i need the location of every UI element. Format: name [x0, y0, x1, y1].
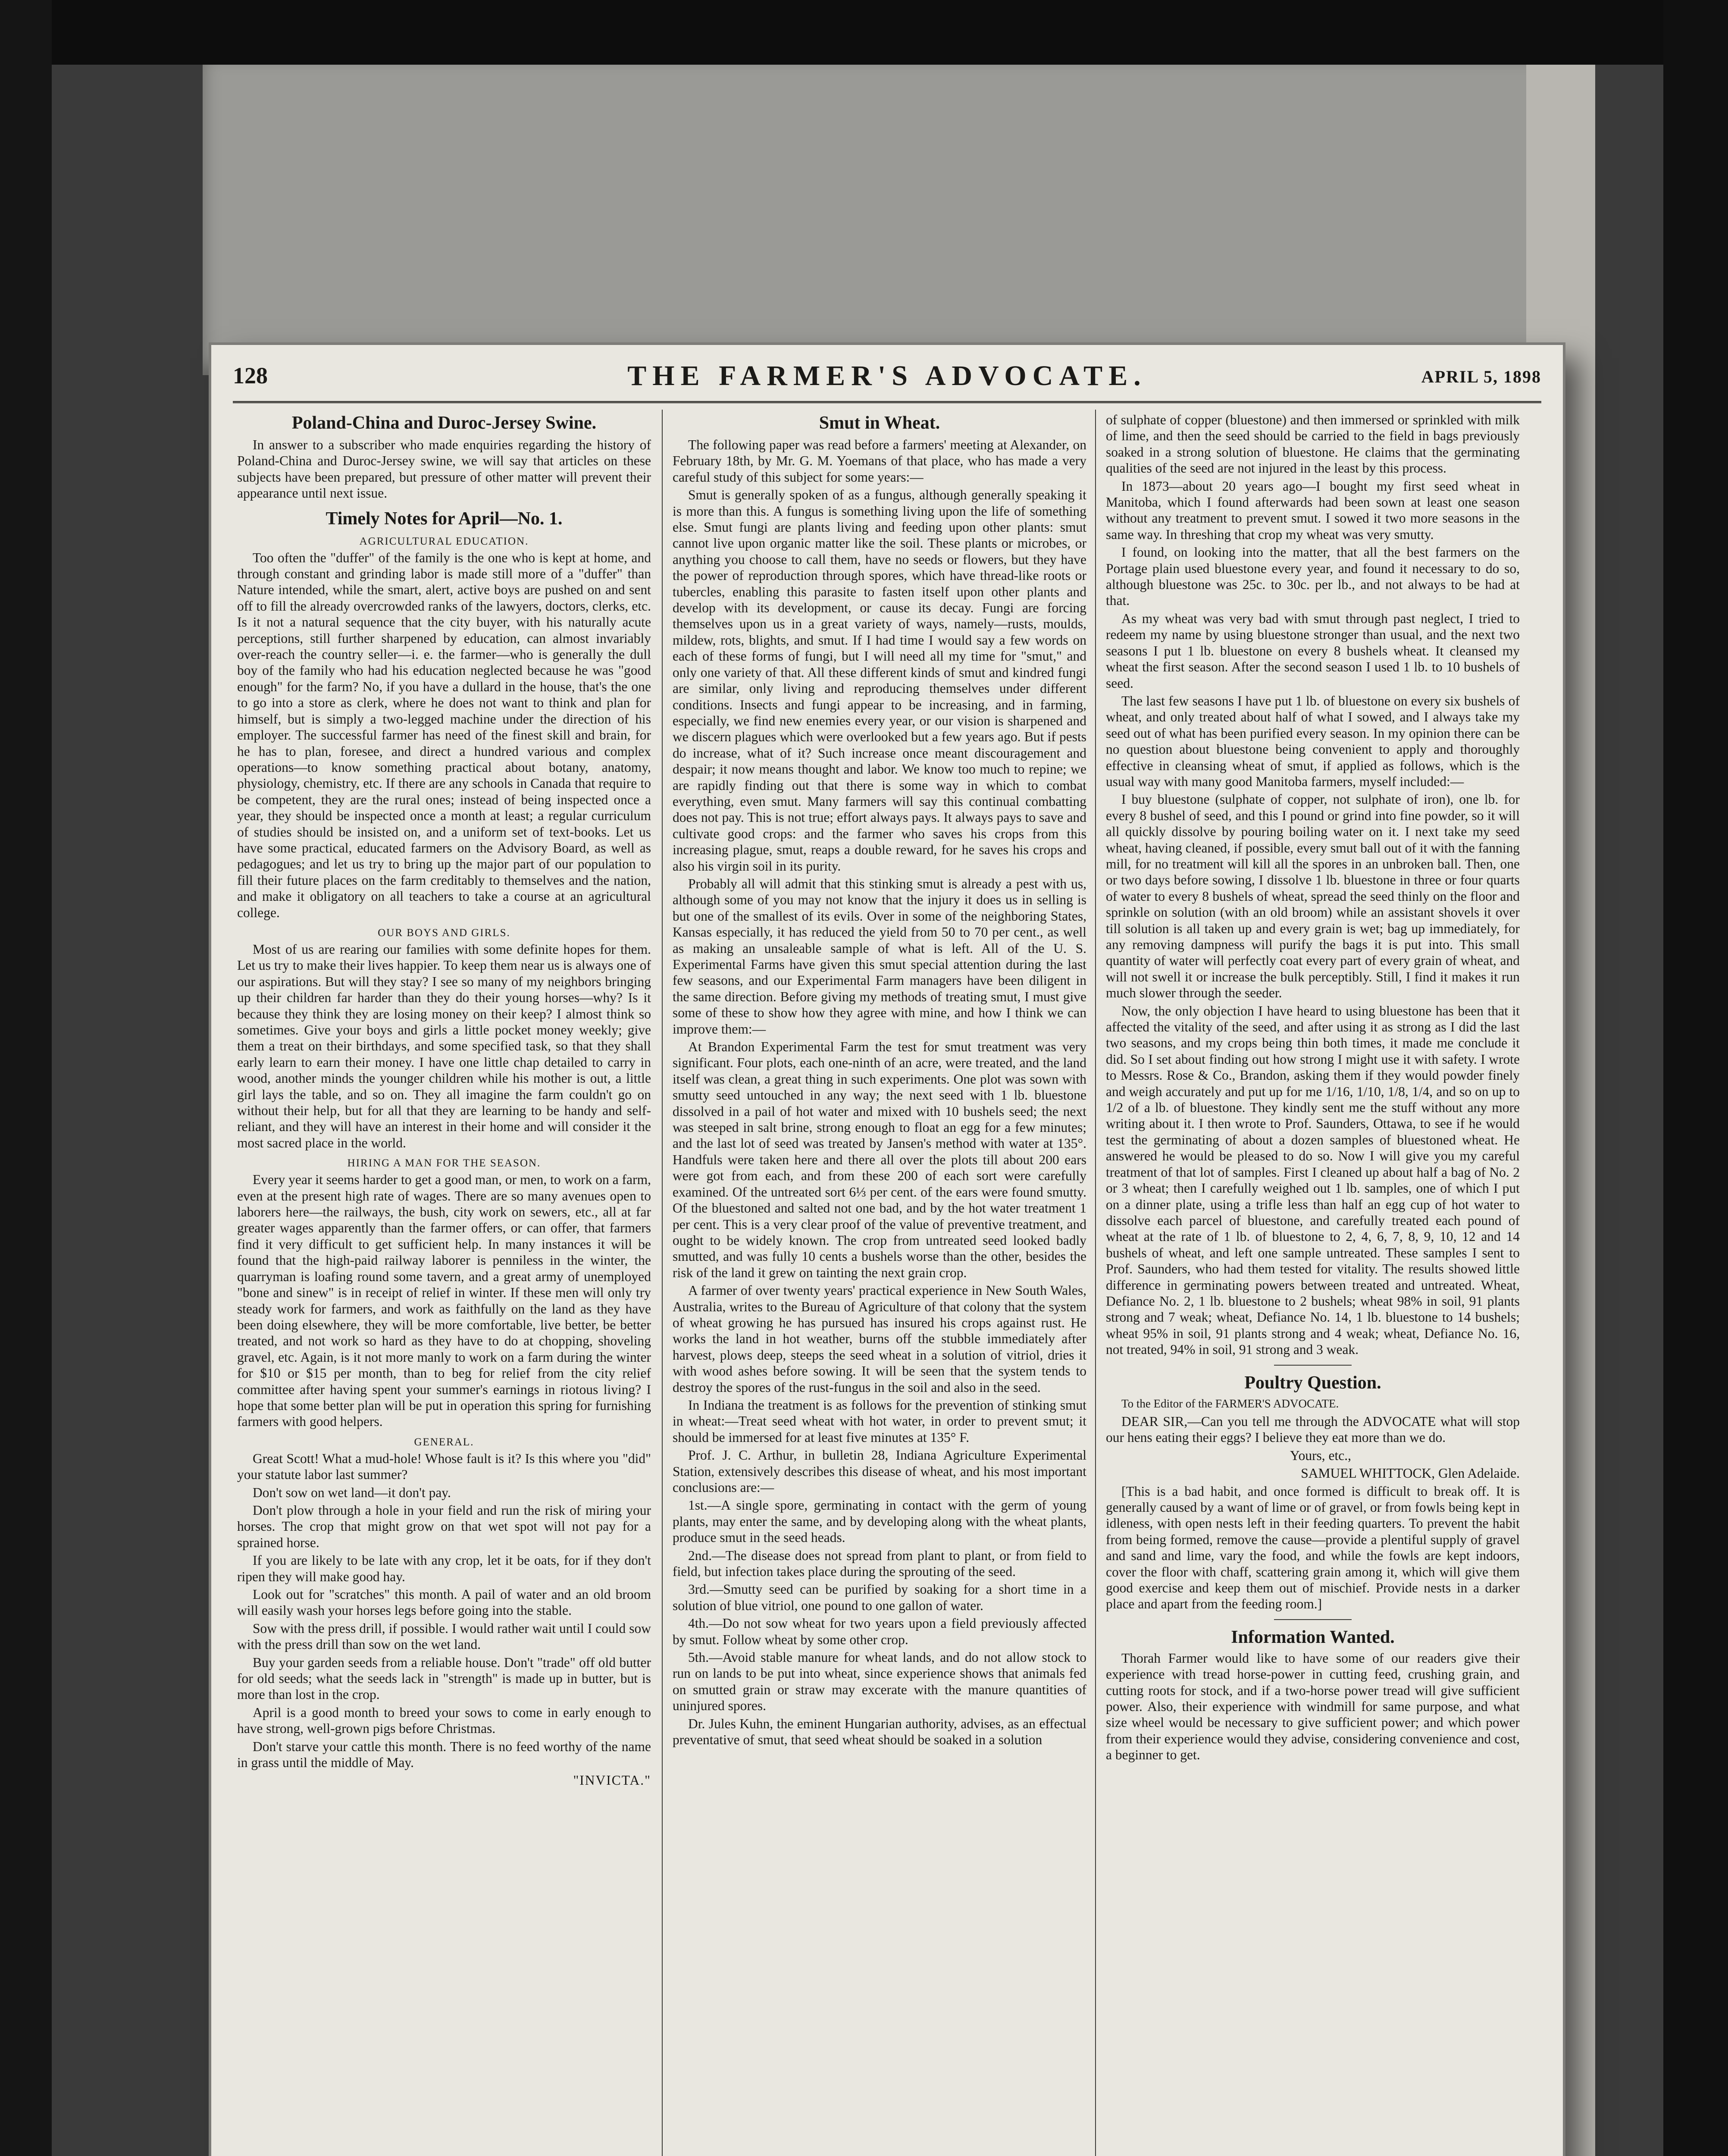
article-paragraph: 5th.—Avoid stable manure for wheat lands, and do not allow stock to run on lands to be put into wheat, since experience shows that animals fed on smutted grain or straw may excerate with the manure quantities of uninjured spores. — [673, 1650, 1086, 1714]
article-paragraph: In Indiana the treatment is as follows for the prevention of stinking smut in wheat:—Treat seed wheat with hot water, in order to prevent smut; it should be immersed for at least five minutes at 135° F. — [673, 1397, 1086, 1445]
article-heading-information-wanted: Information Wanted. — [1231, 1627, 1395, 1647]
subheading-hiring: HIRING A MAN FOR THE SEASON. — [347, 1157, 541, 1169]
article-heading-timely-notes: Timely Notes for April—No. 1. — [326, 508, 563, 529]
subheading-general: GENERAL. — [414, 1436, 474, 1448]
article-paragraph: Look out for "scratches" this month. A pail of water and an old broom will easily wash your horses legs before going into the stable. — [237, 1587, 651, 1618]
article-paragraph: Don't sow on wet land—it don't pay. — [253, 1485, 451, 1500]
column-right — [1106, 412, 1520, 2156]
article-paragraph: Probably all will admit that this stinking smut is already a pest with us, although some of you may not know that the injury it does us in selling is but one of the smallest of its evils. Over in some of the neighboring States, Kansas especially, it has reduced the yield from 50 to 70 per cent., as well as making an unsaleable sample of what is left. All of the U. S. Experimental Farms have given this smut special attention during the last few seasons, and our Experimental Farm managers have been diligent in the same direction. Before giving my methods of treating smut, I must give some of these to show how they agree with mine, and how I think we can improve them:— — [673, 876, 1086, 1037]
article-paragraph: 1st.—A single spore, germinating in contact with the germ of young plants, may enter the same, and by developing along with the wheat plants, produce smut in the seed heads. — [673, 1498, 1086, 1545]
article-paragraph: Great Scott! What a mud-hole! Whose fault is it? Is this where you "did" your statute labor last summer? — [237, 1451, 651, 1482]
masthead — [233, 358, 1541, 403]
article-paragraph: A farmer of over twenty years' practical experience in New South Wales, Australia, writes to the Bureau of Agriculture of that colony that the system of wheat growing he has pursued has insured his crops against rust. He works the land in hot weather, burns off the stubble immediately after harvest, plows deep, steeps the seed wheat in a solution of vitriol, dries it with wood ashes before sowing. It will be seen that the system tends to destroy the spores of the rust-fungus in the soil and also in the seed. — [673, 1283, 1086, 1395]
article-paragraph: Prof. J. C. Arthur, in bulletin 28, Indiana Agriculture Experimental Station, extensively describes this disease of wheat, and his most important conclusions are:— — [673, 1448, 1086, 1495]
article-paragraph: Most of us are rearing our families with some definite hopes for them. Let us try to make their lives happier. To keep them near us is always one of our aspirations. But will they stay? I see so many of my neighbors bringing up their children far harder than they do their young horses—why? Is it because they think they are losing money on their keep? I almost think so sometimes. Give your boys and girls a little pocket money weekly; give them a treat on their birthdays, and some specified task, so that they shall early learn to earn their money. I have one little chap detailed to carry in wood, another minds the younger children while his mother is out, a little girl lays the table, and so on. They all imagine the farm couldn't go on without their help, but for all that they are learning to be handy and self-reliant, and they will have an interest in their home and will consider it the most sacred place in the world. — [237, 941, 651, 1150]
letter-signature: SAMUEL WHITTOCK, Glen Adelaide. — [1301, 1466, 1520, 1481]
article-paragraph: April is a good month to breed your sows to come in early enough to have strong, well-grown pigs before Christmas. — [237, 1705, 651, 1736]
column-divider — [662, 410, 663, 2156]
column-middle — [673, 412, 1086, 2156]
article-paragraph: The following paper was read before a farmers' meeting at Alexander, on February 18th, by Mr. G. M. Yoemans of that place, who has made a very careful study of this subject for some years:— — [673, 437, 1086, 485]
issue-date: APRIL 5, 1898 — [1421, 367, 1541, 386]
article-paragraph: of sulphate of copper (bluestone) and then immersed or sprinkled with milk of lime, and then the seed should be carried to the field in bags previously soaked in a strong solution of bluestone. He claims that the germinating qualities of the seed are not injured in the least by this process. — [1106, 412, 1520, 476]
article-paragraph: Don't starve your cattle this month. There is no feed worthy of the name in grass until the middle of May. — [237, 1739, 651, 1771]
article-heading-swine: Poland-China and Duroc-Jersey Swine. — [291, 413, 597, 433]
article-heading-smut: Smut in Wheat. — [819, 413, 940, 433]
article-paragraph: Smut is generally spoken of as a fungus, although generally speaking it is more than this. A fungus is something living upon the life of something else. Smut fungi are plants living and feeding upon other plants: smut cannot live upon organic matter like the soil. These plants or microbes, or anything you choose to call them, have no seeds or flowers, but they have the power of reproduction through spores, which have thread-like roots or tubercles, enabling this parasite to fasten itself upon other plants and develop with its development, or cause its decay. Fungi are forcing themselves upon us in a great variety of ways, namely—rusts, moulds, mildew, rots, blights, and smut. If I had time I would say a few words on each of these forms of fungi, but I will need all my time for "smut," and only one variety of that. All these different kinds of smut and kindred fungi are similar, only living and reproducing themselves under different conditions. Insects and fungi appear to be increasing, and in farming, especially, we find new enemies every year, or our vision is sharpened and we discern plagues which were overlooked but a few years ago. But if pests do increase, what of it? Such increase once meant discouragement and despair; it now means thought and labor. We know too much to repine; we are rapidly finding out that there is some way in which to combat everything, even smut. Many farmers will say this continual combatting does not pay. This is not true; effort always pays. It always pays to save and cultivate good crops: and the farmer who saves his crops from this increasing plague, smut, reaps a double reward, for he saves his crops and also his virgin soil in its purity. — [673, 487, 1086, 874]
article-paragraph: Every year it seems harder to get a good man, or men, to work on a farm, even at the present high rate of wages. There are so many avenues open to laborers here—the railways, the bush, city work on sewers, etc., all at far greater wages apparently than the farmer offers, or can offer, that farmers find it very difficult to get sufficient help. In many instances it will be found that the high-paid railway laborer is penniless in the winter, the quarryman is loafing round some tavern, and a great army of unemployed "bone and sinew" is in receipt of relief in winter. If these men will only try steady work for farmers, and work as faithfully on the land as they have been doing elsewhere, they will be more comfortable, live better, be better treated, and not work so hard as they have to do at chopping, shoveling gravel, etc. Again, is it not more manly to work on a farm during the winter for $10 or $15 per month, than to beg for relief from the city relief committee after having spent your summer's earnings in riotous living? I hope that some better plan will be put in operation this spring for furnishing farmers with good helpers. — [237, 1172, 651, 1429]
article-paragraph: Don't plow through a hole in your field and run the risk of miring your horses. The crop that might grow on that wet spot will not pay for a sprained horse. — [237, 1502, 651, 1550]
letter-body: DEAR SIR,—Can you tell me through the ADVOCATE what will stop our hens eating their eggs? I believe they eat more than we do. — [1106, 1413, 1520, 1445]
section-divider — [1274, 1619, 1352, 1620]
page-number: 128 — [233, 363, 268, 389]
column-left — [237, 412, 651, 2156]
film-border-left — [0, 0, 52, 2156]
article-paragraph: In answer to a subscriber who made enquiries regarding the history of Poland-China and Duroc-Jersey swine, we will say that articles on these subjects have been prepared, but pressure of other matter will prevent their appearance until next issue. — [237, 437, 651, 501]
article-paragraph: Buy your garden seeds from a reliable house. Don't "trade" off old butter for old seeds; what the seeds lack in "strength" is made up in butter, but is more than lost in the crop. — [237, 1655, 651, 1702]
article-heading-poultry: Poultry Question. — [1244, 1373, 1381, 1393]
article-paragraph: As my wheat was very bad with smut through past neglect, I tried to redeem my name by using bluestone stronger than usual, and the next two seasons I put 1 lb. bluestone on every 8 bushels wheat. It cleansed my wheat the first season. After the second season I used 1 lb. to 10 bushels of seed. — [1106, 611, 1520, 691]
article-paragraph: Thorah Farmer would like to have some of our readers give their experience with tread horse-power in cutting feed, crushing grain, and cutting roots for stock, and if a two-horse power tread will give sufficient power. Also, their experience with windmill for same purpose, and what size wheel would be necessary to give sufficient power; and which power from their experience would they advise, considering convenience and cost, a beginner to get. — [1106, 1650, 1520, 1763]
letter-address: To the Editor of the FARMER'S ADVOCATE. — [1121, 1397, 1339, 1410]
article-paragraph: Dr. Jules Kuhn, the eminent Hungarian authority, advises, as an effectual preventative of smut, that seed wheat should be soaked in a solution — [673, 1716, 1086, 1748]
subheading-boys-and-girls: OUR BOYS AND GIRLS. — [378, 927, 510, 939]
preceding-page-edge — [203, 65, 1582, 375]
article-paragraph: I buy bluestone (sulphate of copper, not sulphate of iron), one lb. for every 8 bushel of seed, and this I pound or grind into fine powder, so it will all quickly dissolve by pouring boiling water on it. I next take my seed wheat, having cleaned, if possible, every smut ball out of it with the fanning mill, for no treatment will kill all the spores in an unbroken ball. Then, one or two days before sowing, I dissolve 1 lb. bluestone in three or four quarts of water to every 8 bushels of wheat, spread the seed thinly on the floor and sprinkle on solution (with an old broom) while an assistant shovels it over till solution is all taken up and every grain is wet; bag up immediately, for any removing dampness will purify the bags it is put into. This small quantity of water will perfectly coat every part of every grain of wheat, and will not swell it or increase the bulk perceptibly. Still, I find it makes it run much slower through the seeder. — [1106, 792, 1520, 1001]
article-paragraph: Sow with the press drill, if possible. I would rather wait until I could sow with the press drill than sow on the wet land. — [237, 1620, 651, 1652]
film-border-top — [0, 0, 1728, 65]
article-paragraph: I found, on looking into the matter, that all the best farmers on the Portage plain used bluestone every year, and found it necessary to do so, although bluestone was 25c. to 30c. per lb., and not always to be had at that. — [1106, 545, 1520, 608]
author-signature: "INVICTA." — [573, 1773, 651, 1788]
column-divider — [1095, 410, 1096, 2156]
newspaper-title: THE FARMER'S ADVOCATE. — [627, 360, 1147, 392]
section-divider — [1274, 1365, 1352, 1366]
article-paragraph: In 1873—about 20 years ago—I bought my first seed wheat in Manitoba, which I found afterwards had been sown at least one season without any treatment to prevent smut. I sowed it two more seasons in the same way. In threshing that crop my wheat was very smutty. — [1106, 478, 1520, 542]
article-paragraph: 2nd.—The disease does not spread from plant to plant, or from field to field, but infection takes place during the sprouting of the seed. — [673, 1548, 1086, 1579]
article-paragraph: The last few seasons I have put 1 lb. of bluestone on every six bushels of wheat, and only treated about half of what I sowed, and I always take my seed out of what has been purified every season. In my opinion there can be no question about bluestone being convenient to apply and thoroughly effective in cleansing wheat of smut, if applied as follows, which is the usual way with many good Manitoba farmers, myself included:— — [1106, 693, 1520, 789]
newspaper-page — [211, 345, 1563, 2156]
article-paragraph: If you are likely to be late with any crop, let it be oats, for if they don't ripen they will make good hay. — [237, 1553, 651, 1584]
film-border-right — [1663, 0, 1728, 2156]
article-paragraph: Too often the "duffer" of the family is the one who is kept at home, and through constant and grinding labor is made still more of a "duffer" than Nature intended, while the smart, alert, active boys are pushed on and sent off to fill the already overcrowded ranks of the lawyers, doctors, clerks, etc. Is it not a natural sequence that the city buyer, with his naturally acute perceptions, still further sharpened by education, can almost invariably over-reach the country seller—i. e. the farmer—who is generally the dull boy of the family who had his education neglected because he was "good enough" for the farm? No, if you have a dullard in the house, that's the one to go into a store as clerk, where he does not want to think and plan for himself, but is simply a two-legged machine under the direction of his employer. The successful farmer has need of the finest skill and brain, for he has to plan, foresee, and direct a hundred various and complex operations—to know something practical about botany, anatomy, physiology, chemistry, etc. If there are any schools in Canada that require to be competent, they are the rural ones; instead of being inspected once a year, they should be inspected once a month at least; a regular curriculum of studies should be insisted on, and a uniform set of text-books. Let us have some practical, educated farmers on the Advisory Board, as well as pedagogues; and let us try to bring up the major part of our population to fill their future places on the farm creditably to themselves and the nation, and make it obligatory on all teachers to take a course at an agricultural college. — [237, 550, 651, 920]
article-paragraph: 4th.—Do not sow wheat for two years upon a field previously affected by smut. Follow wheat by some other crop. — [673, 1616, 1086, 1647]
letter-closing: Yours, etc., — [1290, 1448, 1352, 1463]
subheading-agricultural-education: AGRICULTURAL EDUCATION. — [359, 535, 529, 547]
editor-reply: [This is a bad habit, and once formed is difficult to break off. It is generally caused by a want of lime or of gravel, or from fowls being kept in idleness, with open nests left in their feeding quarters. To prevent the habit from being formed, remove the cause—provide a plentiful supply of gravel and sand and lime, vary the food, and while the fowls are kept indoors, cover the floor with chaff, scattering grain among it, which will give them good exercise and keep them out of mischief. Provide nests in a darker place and apart from the feeding room.] — [1106, 1483, 1520, 1612]
article-paragraph: Now, the only objection I have heard to using bluestone has been that it affected the vitality of the seed, and after using it as strong as I did the last two seasons, and my crops being thin both times, it made me conclude it did. So I set about finding out how strong I might use it with safety. I wrote to Messrs. Rose & Co., Brandon, asking them if they would powder finely and weigh accurately and put up for me 1/16, 1/10, 1/8, 1/4, and so on up to 1/2 of a lb. of bluestone. They kindly sent me the stuff without any more writing about it. I then wrote to Prof. Saunders, Ottawa, to see if he would test the germinating of about a dozen samples of bluestoned wheat. He answered he would be pleased to do so. Now I will give you my careful treatment of that lot of samples. First I cleaned up about half a bag of No. 2 or 3 wheat; then I carefully weighed out 1 lb. samples, one of which I put on a dinner plate, using a trifle less than half an egg cup of hot water to dissolve each parcel of bluestone, and carefully treated each pound of wheat at the rate of 1 lb. of bluestone to 2, 4, 6, 7, 8, 9, 10, 12 and 14 bushels of wheat, and left one sample untreated. These samples I sent to Prof. Saunders, who had them tested for vitality. The results showed little difference in germinating powers between treated and untreated. Wheat, Defiance No. 2, 1 lb. bluestone to 2 bushels; wheat 98% in soil, 91 plants strong and 7 weak; wheat, Defiance No. 14, 1 lb. bluestone to 14 bushels; wheat 95% in soil, 91 plants strong and 4 weak; wheat, Defiance No. 16, not treated, 94% in soil, 91 strong and 3 weak. — [1106, 1003, 1520, 1357]
article-paragraph: 3rd.—Smutty seed can be purified by soaking for a short time in a solution of blue vitriol, one pound to one gallon of water. — [673, 1582, 1086, 1613]
article-paragraph: At Brandon Experimental Farm the test for smut treatment was very significant. Four plots, each one-ninth of an acre, were treated, and the land itself was clean, a great thing in such experiments. One plot was sown with smutty seed untouched in any way; the next seed with 1 lb. bluestone dissolved in a pail of hot water and mixed with 10 bushels seed; the next was steeped in salt brine, strong enough to float an egg for a few minutes; and the last lot of seed was treated by Jansen's method with water at 135°. Handfuls were taken here and there all over the plots till about 200 ears were got from each, and from these 200 of each sort were carefully examined. Of the untreated sort 6⅓ per cent. of the ears were found smutty. Of the bluestoned and salted not one bad, and by the hot water treatment 1 per cent. This is a very clear proof of the value of preventive treatment, and ought to be widely known. The crop from untreated seed looked badly smutted, and was fully 10 cents a bushels worse than the other, besides the risk of the land it grew on tainting the next grain crop. — [673, 1039, 1086, 1280]
